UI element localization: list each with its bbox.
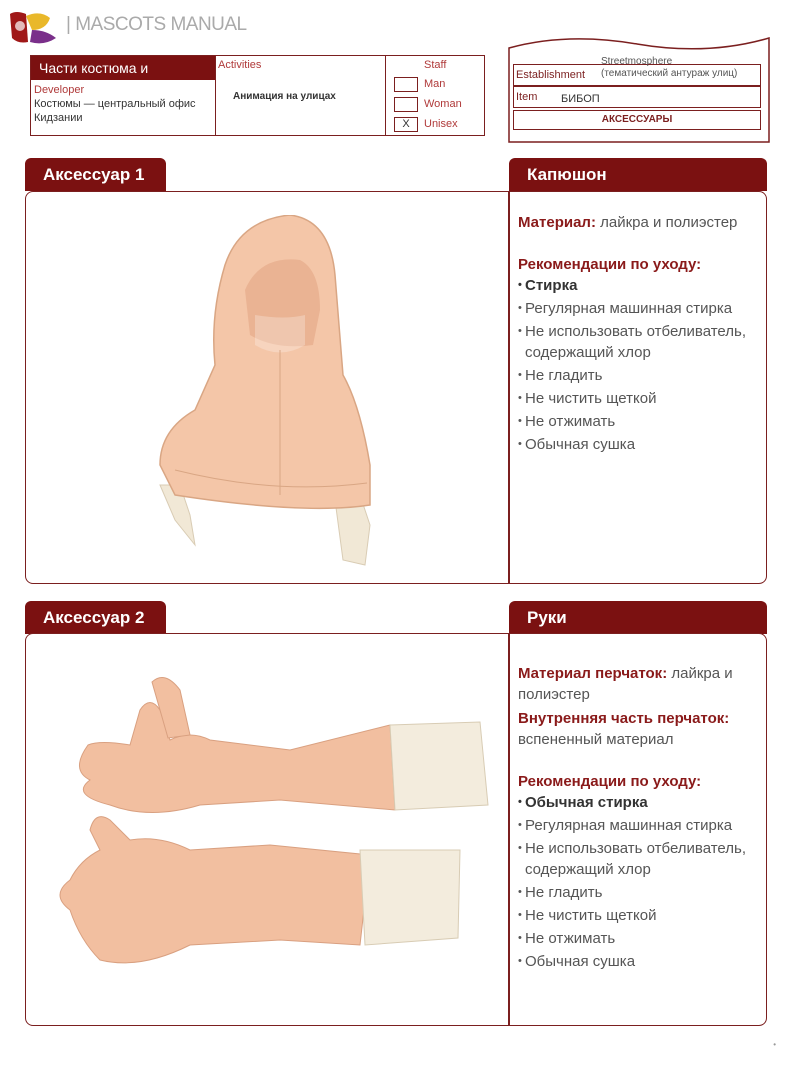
establishment-label: Establishment [516, 69, 586, 81]
hood-image [155, 215, 380, 570]
section2-care-item: • Не использовать отбеливатель, содержащий хлор [518, 838, 760, 880]
staff-man-checkbox[interactable] [394, 77, 418, 92]
section2-care-item: • Обычная стирка [518, 792, 760, 813]
item-label: Item [516, 91, 538, 103]
section2-tab: Аксессуар 2 [25, 601, 166, 634]
manual-title: | MASCOTS MANUAL [66, 14, 247, 35]
section1-care-item: • Стирка [518, 275, 760, 296]
section1-care-item: • Обычная сушка [518, 434, 760, 455]
staff-woman-label: Woman [424, 98, 462, 110]
section1-material-label: Материал: [518, 214, 596, 231]
kidzania-logo-icon [6, 8, 62, 46]
item-value: БИБОП [561, 93, 600, 105]
section1-care-item: • Не отжимать [518, 411, 760, 432]
staff-label: Staff [424, 59, 447, 71]
section1-material-value: лайкра и полиэстер [595, 214, 738, 231]
developer-value: Костюмы — центральный офис Кидзании [34, 98, 196, 124]
section1-divider [508, 191, 510, 584]
section1-care-heading: Рекомендации по уходу: [518, 256, 702, 273]
staff-unisex-label: Unisex [424, 118, 458, 130]
section1-care-item: • Не использовать отбеливатель, содержащий хлор [518, 321, 760, 363]
section1-text [518, 212, 760, 457]
gloves-image [40, 670, 500, 980]
section1-care-list [518, 275, 760, 455]
section1-care-item: • Не гладить [518, 365, 760, 386]
section2-care-heading: Рекомендации по уходу: [518, 773, 702, 790]
parts-heading: Части костюма и [31, 56, 215, 80]
section2-inner-label: Внутренняя часть перчаток: [518, 710, 730, 727]
section2-care-item: • Обычная сушка [518, 951, 760, 972]
section2-material-label: Материал перчаток: [518, 665, 668, 682]
section1-material [518, 212, 760, 233]
establishment-box [507, 30, 771, 144]
section2-material-value: лайкра и полиэстер [518, 665, 733, 703]
category-label: АКСЕССУАРЫ [601, 114, 673, 125]
section2-inner-value: вспененный материал [518, 731, 674, 748]
section1-tab: Аксессуар 1 [25, 158, 166, 191]
section2-care-item: • Регулярная машинная стирка [518, 815, 760, 836]
section2-care-item: • Не гладить [518, 882, 760, 903]
section1-care-item: • Регулярная машинная стирка [518, 298, 760, 319]
activities-label: Activities [218, 59, 262, 71]
activities-value: Анимация на улицах [233, 91, 336, 102]
section2-text [518, 663, 760, 974]
section1-title: Капюшон [509, 158, 767, 191]
section2-divider [508, 633, 510, 1026]
info-table [30, 55, 485, 136]
staff-man-label: Man [424, 78, 446, 90]
developer-label: Developer [34, 84, 85, 96]
staff-woman-checkbox[interactable] [394, 97, 418, 112]
staff-unisex-checkbox[interactable]: X [394, 117, 418, 132]
section1-care-item: • Не чистить щеткой [518, 388, 760, 409]
section2-care-item: • Не чистить щеткой [518, 905, 760, 926]
page-mark: • [773, 1040, 776, 1049]
section2-material [518, 663, 760, 705]
section2-care-item: • Не отжимать [518, 928, 760, 949]
section2-title: Руки [509, 601, 767, 634]
establishment-value: Streetmosphere (тематический антураж улиц) [601, 56, 738, 79]
section2-care-list [518, 792, 760, 972]
